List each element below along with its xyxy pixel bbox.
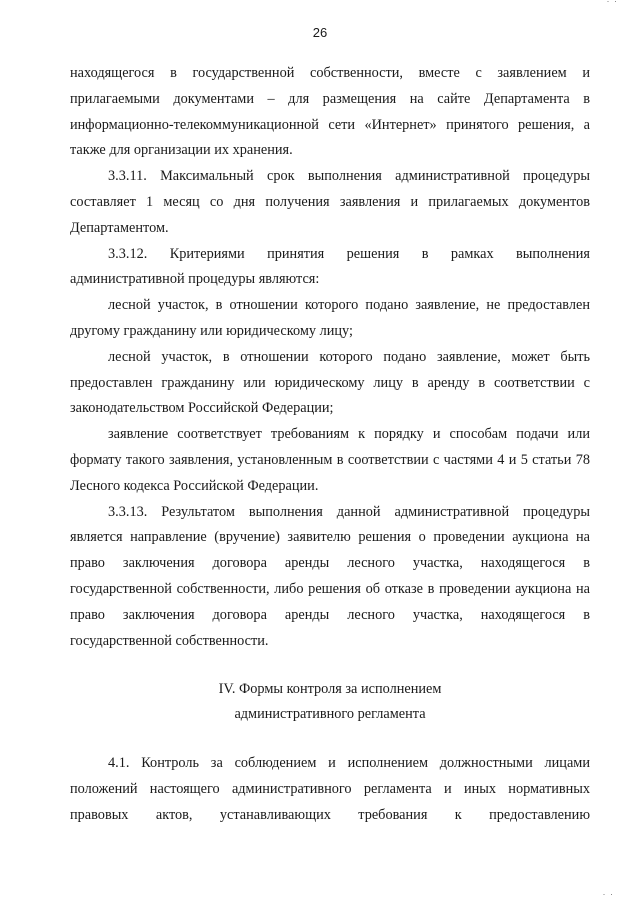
paragraph-3-3-11: 3.3.11. Максимальный срок выполнения административной процедуры составляет 1 месяц со дня получения заявления и прилагаемых документов Департаментом. (70, 168, 590, 236)
page-number: 26 (312, 25, 328, 40)
section-heading-line-2: административного регламента (234, 706, 426, 722)
paragraph-continuation: находящегося в государственной собственности, вместе с заявлением и прилагаемыми документами – для размещения на сайте Департамента в информационно-телекоммуникационной сети «Интернет» принятого решения, а также для организации их хранения. (70, 65, 590, 159)
paragraph-3-3-12: 3.3.12. Критериями принятия решения в рамках выполнения административной процедуры являются: (70, 245, 590, 288)
body-text (70, 61, 590, 654)
scan-mark-bottom: · · (602, 889, 614, 899)
criteria-item-3: заявление соответствует требованиям к порядку и способам подачи или формату такого заявления, установленным в соответствии с частями 4 и 5 статьи 78 Лесного кодекса Российской Федерации. (70, 426, 590, 494)
section-4-text (70, 751, 590, 828)
paragraph-3-3-13: 3.3.13. Результатом выполнения данной административной процедуры является направление (вручение) заявителю решения о проведении аукциона на право заключения договора аренды лесного участка, находящегося в государственной собственности, либо решения об отказе в проведении аукциона на право заключения договора аренды лесного участка, находящегося в государственной собственности. (70, 503, 590, 649)
criteria-item-1: лесной участок, в отношении которого подано заявление, не предоставлен другому гражданину или юридическому лицу; (70, 297, 590, 339)
scan-mark-top: · · (606, 0, 618, 6)
paragraph-4-1: 4.1. Контроль за соблюдением и исполнением должностными лицами положений настоящего административного регламента и иных нормативных правовых актов, устанавливающих требования к предоставлению (70, 755, 590, 823)
criteria-item-2: лесной участок, в отношении которого подано заявление, может быть предоставлен гражданину или юридическому лицу в аренду в соответствии с законодательством Российской Федерации; (70, 348, 590, 417)
section-heading-line-1: IV. Формы контроля за исполнением (218, 681, 442, 697)
